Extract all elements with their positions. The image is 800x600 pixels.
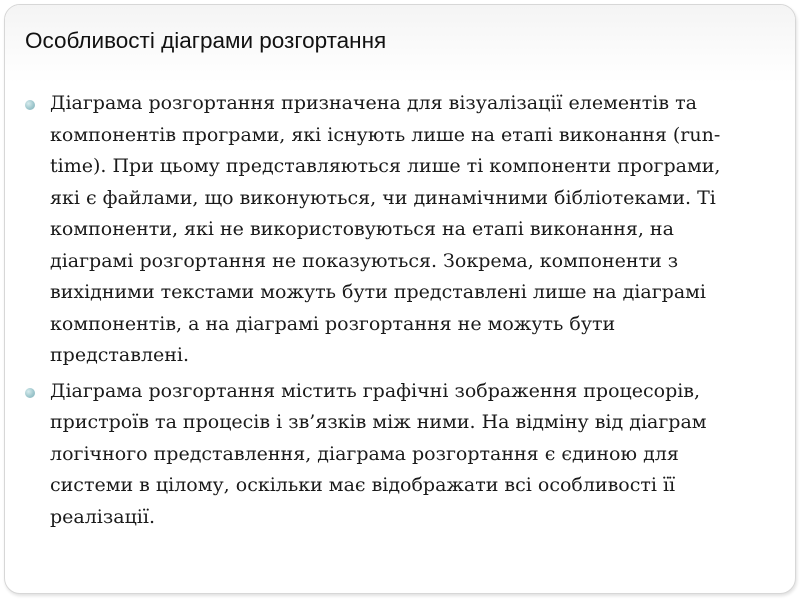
bullet-list [25,88,725,537]
bullet-dot-icon [25,388,35,398]
bullet-text: Діаграма розгортання містить графічні зображення процесорів, пристроїв та процесів і зв’язків між ними. На відміну від діаграм логічного представлення, діаграма розгортання є єдиною для системи в цілому, оскільки має відображати всі особливості її реалізації. [50,379,707,528]
bullet-dot-icon [25,100,35,110]
slide-title: Особливості діаграми розгортання [25,28,387,53]
bullet-item [25,376,725,534]
bullet-item [25,88,725,372]
bullet-text: Діаграма розгортання призначена для візуалізації елементів та компонентів програми, які існують лише на етапі виконання (run-time). При цьому представляються лише ті компоненти програми, які є файлами, що виконуються, чи динамічними бібліотеками. Ті компоненти, які не використовуються на етапі виконання, на діаграмі розгортання не показуються. Зокрема, компоненти з вихідними текстами можуть бути представлені лише на діаграмі компонентів, а на діаграмі розгортання не можуть бути представлені. [50,92,721,366]
